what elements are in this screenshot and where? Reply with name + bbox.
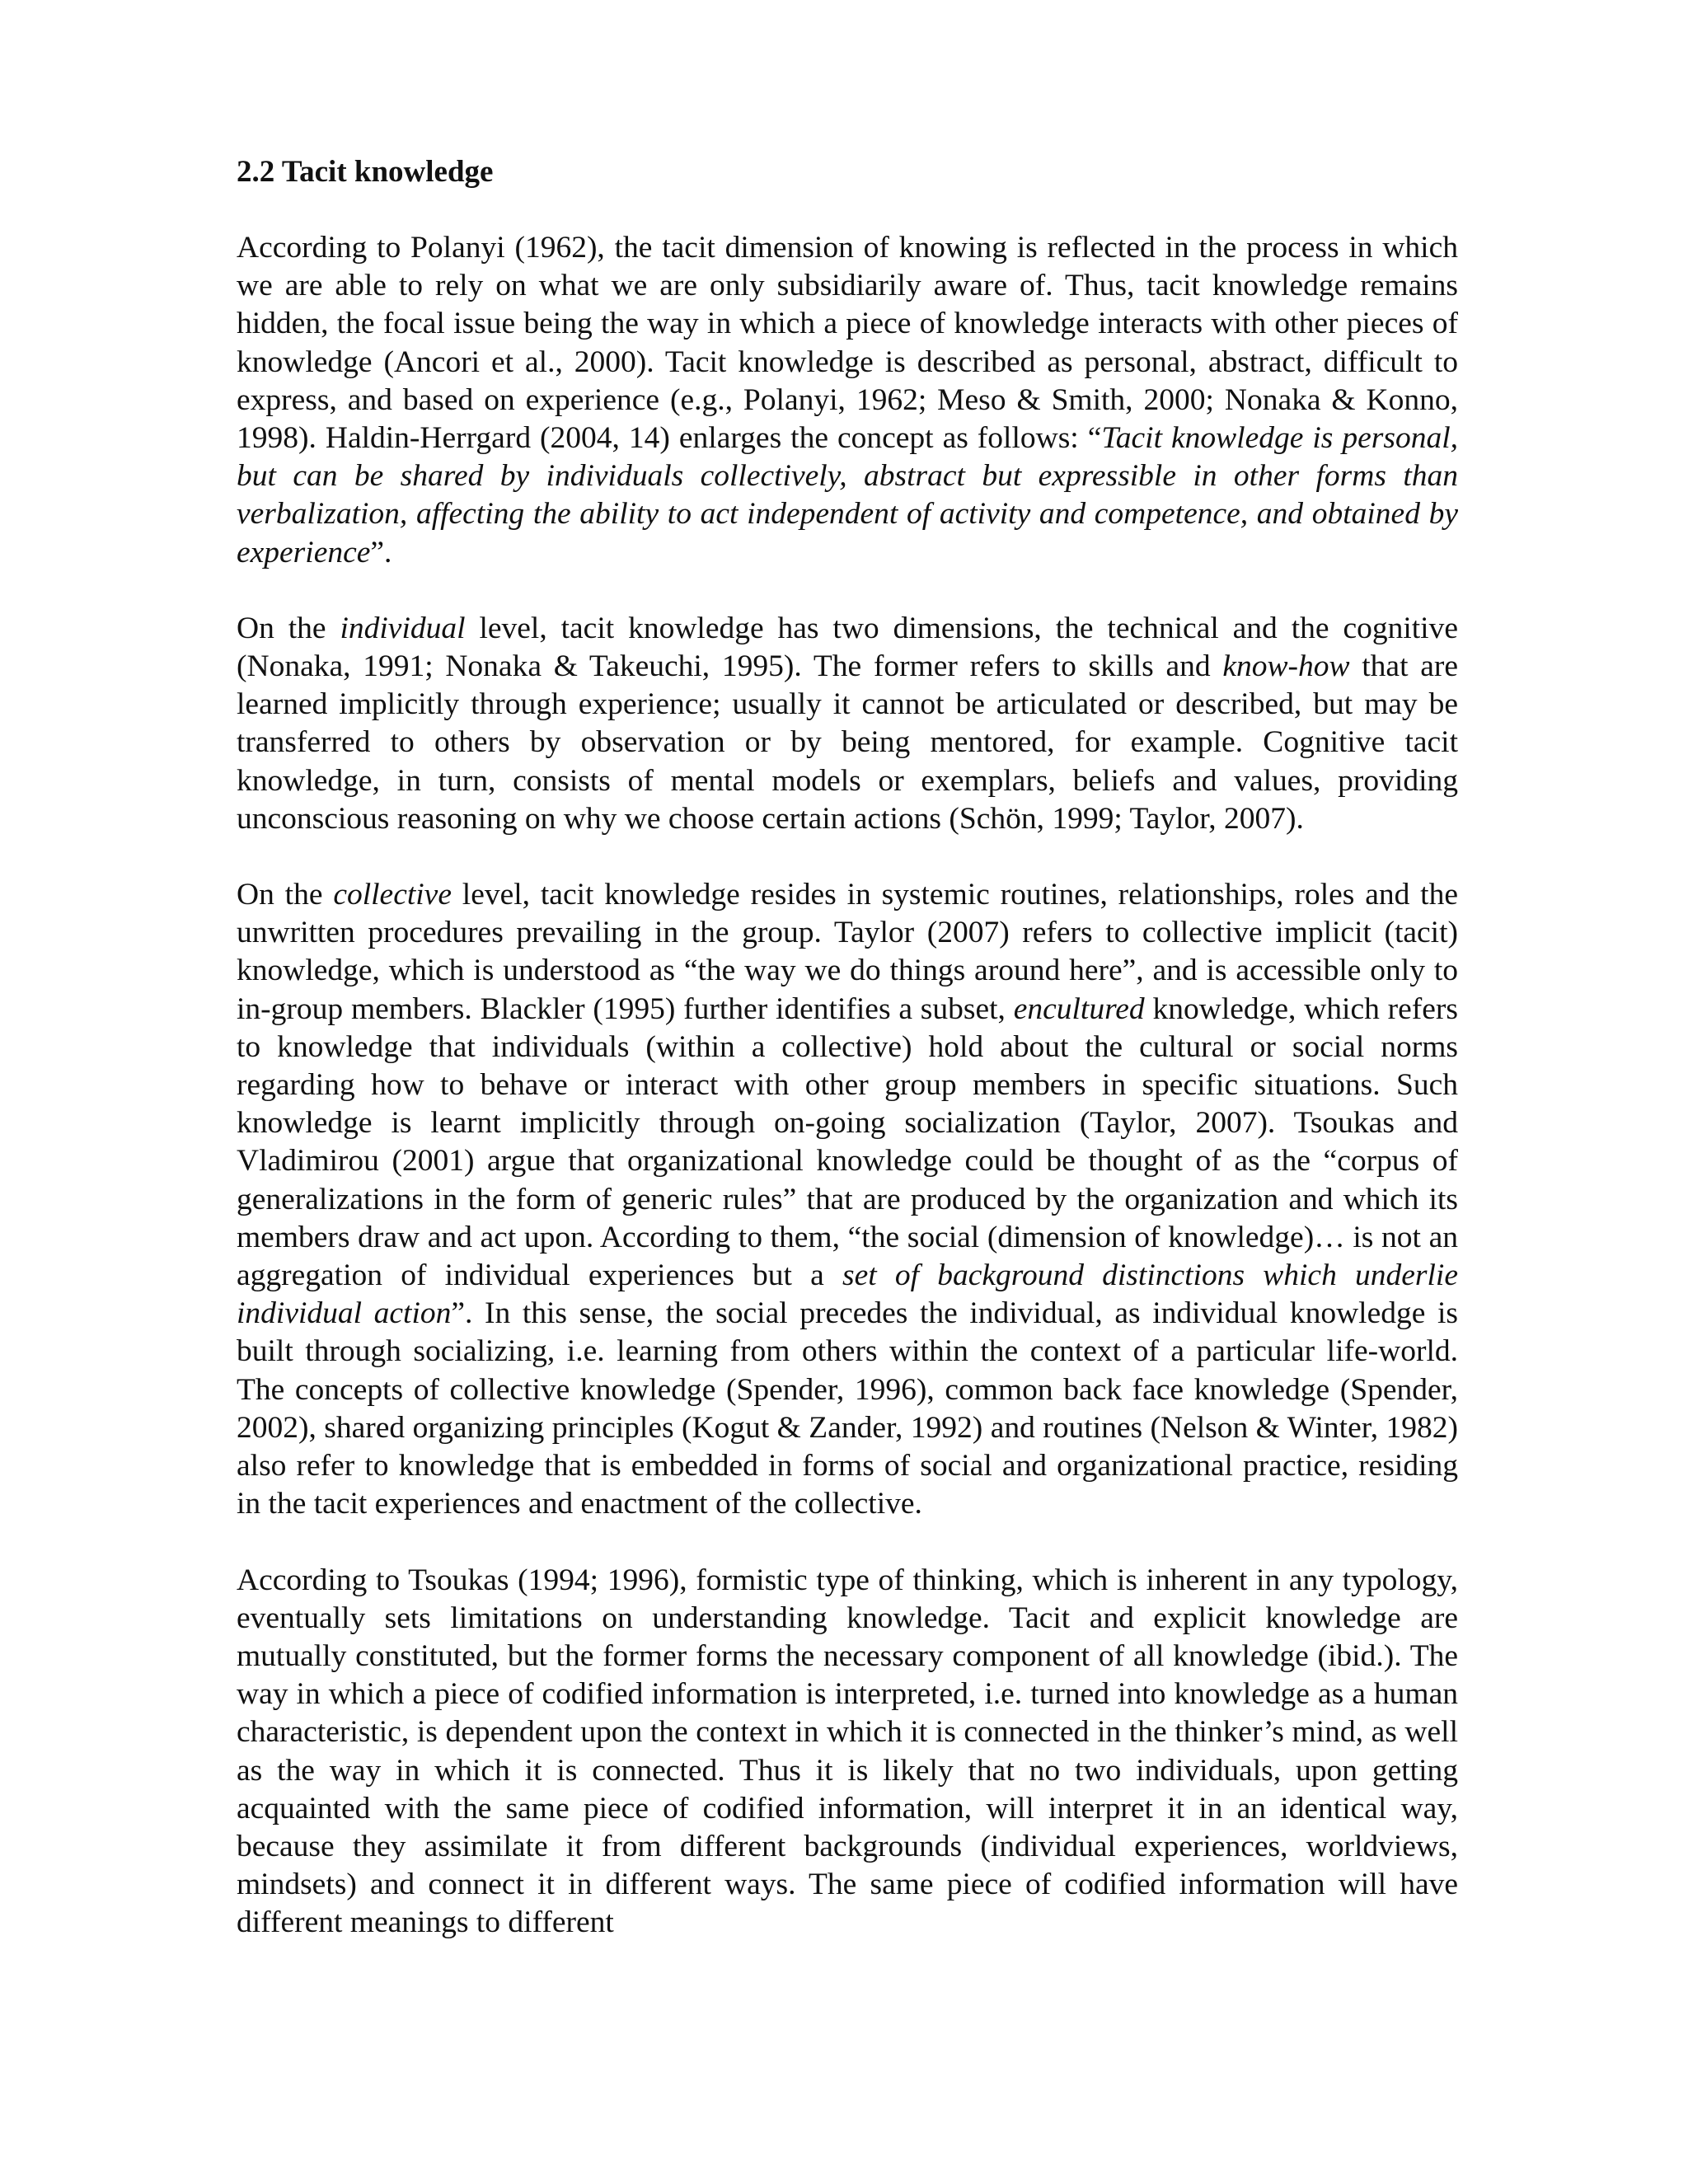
paragraph-polanyi	[237, 229, 1458, 572]
paragraph-text: On the	[237, 878, 334, 912]
paragraph-text: that are learned implicitly through experience; usually it cannot be articulated or described, but may be transferred to others by observation or by being mentored, for example. Cognitive tacit knowledge, in turn, consists of mental models or exemplars, beliefs and values, providing unconscious reasoning on why we choose certain actions (Schön, 1999; Taylor, 2007).	[237, 649, 1458, 836]
paragraph-text: On the	[237, 611, 340, 645]
section-heading: 2.2 Tacit knowledge	[237, 155, 494, 189]
italic-term: individual	[340, 611, 466, 645]
paragraph-text: knowledge, which refers to knowledge that individuals (within a collective) hold about the cultural or social norms regarding how to behave or interact with other group members in specific situations. Such knowledge is learnt implicitly through on-going socialization (Taylor, 2007). Tsoukas and Vladimirou (2001) argue that organizational knowledge could be thought of as the “corpus of generalizations in the form of generic rules” that are produced by the organization and which its members draw and act upon. According to them, “the social (dimension of knowledge)… is not an aggregation of individual experiences but a	[237, 991, 1458, 1293]
paragraph-collective-level	[237, 876, 1458, 1523]
paragraph-tsoukas: According to Tsoukas (1994; 1996), formistic type of thinking, which is inherent in any typology, eventually sets limitations on understanding knowledge. Tacit and explicit knowledge are mutually constituted, but the former forms the necessary component of all knowledge (ibid.). The way in which a piece of codified information is interpreted, i.e. turned into knowledge as a human characteristic, is dependent upon the context in which it is connected in the thinker’s mind, as well as the way in which it is connected. Thus it is likely that no two individuals, upon getting acquainted with the same piece of codified information, will interpret it in an identical way, because they assimilate it from different backgrounds (individual experiences, worldviews, mindsets) and connect it in different ways. The same piece of codified information will have different meanings to different	[237, 1563, 1458, 1940]
paragraph-text: level, tacit knowledge has two dimensions, the technical and the cognitive (Nonaka, 1991; Nonaka & Takeuchi, 1995). The former refers to skills and	[237, 611, 1458, 684]
italic-term: encultured	[1013, 991, 1145, 1026]
italic-term: collective	[333, 878, 452, 912]
italic-quote: set of background distinctions which underlie individual action	[237, 1258, 1458, 1331]
paragraph-text: ”. In this sense, the social precedes the individual, as individual knowledge is built through socializing, i.e. learning from others within the context of a particular life-world. The concepts of collective knowledge (Spender, 1996), common back face knowledge (Spender, 2002), shared organizing principles (Kogut & Zander, 1992) and routines (Nelson & Winter, 1982) also refer to knowledge that is embedded in forms of social and organizational practice, residing in the tacit experiences and enactment of the collective.	[237, 1296, 1458, 1521]
italic-quote: Tacit knowledge is personal, but can be shared by individuals collectively, abstract but expressible in other forms than verbalization, affecting the ability to act independent of activity and competence, and obtained by experience	[237, 421, 1458, 569]
paragraph-text: level, tacit knowledge resides in systemic routines, relationships, roles and the unwritten procedures prevailing in the group. Taylor (2007) refers to collective implicit (tacit) knowledge, which is understood as “the way we do things around here”, and is accessible only to in-group members. Blackler (1995) further identifies a subset,	[237, 878, 1458, 1026]
paragraph-text: ”.	[370, 535, 392, 569]
paragraph-individual-level	[237, 610, 1458, 838]
italic-term: know-how	[1222, 649, 1350, 684]
paragraph-text: According to Polanyi (1962), the tacit dimension of knowing is reflected in the process in which we are able to rely on what we are only subsidiarily aware of. Thus, tacit knowledge remains hidden, the focal issue being the way in which a piece of knowledge interacts with other pieces of knowledge (Ancori et al., 2000). Tacit knowledge is described as personal, abstract, difficult to express, and based on experience (e.g., Polanyi, 1962; Meso & Smith, 2000; Nonaka & Konno, 1998). Haldin-Herrgard (2004, 14) enlarges the concept as follows: “	[237, 231, 1458, 456]
document-page	[237, 153, 1458, 1980]
